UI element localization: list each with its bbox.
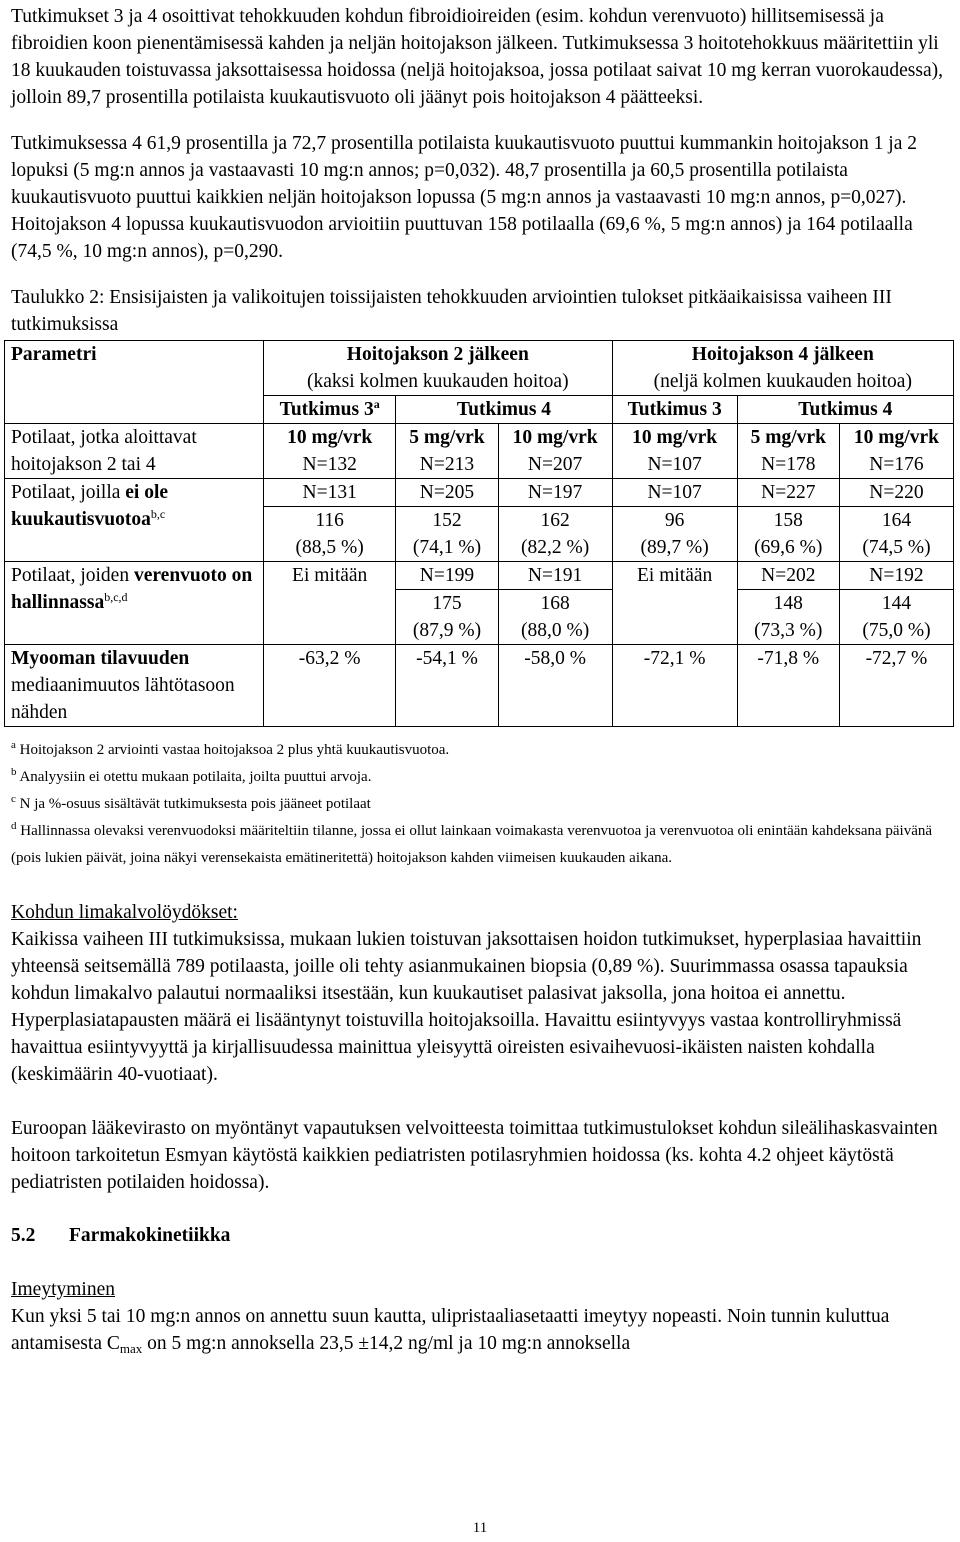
cell: 10 mg/vrk N=107 <box>612 424 737 479</box>
cell: -71,8 % <box>737 645 839 727</box>
cell: 96 (89,7 %) <box>612 507 737 562</box>
table-row <box>5 479 954 507</box>
cell: 152 (74,1 %) <box>396 507 498 562</box>
page-number: 11 <box>472 1520 488 1536</box>
header-study-3b: Tutkimus 3 <box>612 396 737 424</box>
cell: -54,1 % <box>396 645 498 727</box>
cell: 10 mg/vrk N=132 <box>264 424 396 479</box>
header-study-4: Tutkimus 4 <box>396 396 612 424</box>
table-row <box>5 562 954 590</box>
cell: 5 mg/vrk N=213 <box>396 424 498 479</box>
cell: N=131 <box>264 479 396 507</box>
cell: -58,0 % <box>498 645 612 727</box>
cell: 10 mg/vrk N=176 <box>839 424 953 479</box>
table-header-row <box>5 341 954 396</box>
cell: N=192 <box>839 562 953 590</box>
intro-paragraph-2: Tutkimuksessa 4 61,9 prosentilla ja 72,7 prosentilla potilaista kuukautisvuoto puuttui kummankin hoitojakson 1 ja 2 lopuksi (5 mg:n annos ja vastaavasti 10 mg:n annos; p=0,032). 48,7 prosentilla ja 60,5 prosentilla potilaista kuukautisvuoto puuttui kaikkien neljän hoitojakson lopussa (5 mg:n annos ja vastaavasti 10 mg:n annos, p=0,027). Hoitojakson 4 lopussa kuukautisvuodon arvioitiin puuttuvan 158 potilaalla (69,6 %, 5 mg:n annos) ja 164 potilaalla (74,5 %, 10 mg:n annos), p=0,290. <box>11 133 917 262</box>
header-group-1: Hoitojakson 2 jälkeen (kaksi kolmen kuukauden hoitoa) <box>264 341 613 396</box>
cell: N=107 <box>612 479 737 507</box>
footnote-d: $^d$ Hallinnassa olevaksi verenvuodoksi määriteltiin tilanne, jossa ei ollut lainkaan voimakasta verenvuotoa ja verenvuotoa oli enintään kahdeksana päivänä (pois lukien päivät, joina näkyi verensekaista emätineritettä) hoitojakson kahden viimeisen kuukauden aikana. <box>11 820 933 866</box>
intro-paragraph-1: Tutkimukset 3 ja 4 osoittivat tehokkuuden kohdun fibroidioireiden (esim. kohdun verenvuoto) hillitsemisessä ja fibroidien koon pienentämisessä kahden ja neljän hoitojakson jälkeen. Tutkimuksessa 3 hoitotehokkuus määritettiin yli 18 kuukauden toistuvassa jaksottaisessa hoidossa (neljä hoitojaksoa, jossa potilaat saivat 10 mg kerran vuorokaudessa), jolloin 89,7 prosentilla potilaista kuukautisvuoto oli jäänyt pois hoitojakson 4 päätteeksi. <box>11 6 944 108</box>
header-group-2: Hoitojakson 4 jälkeen (neljä kolmen kuukauden hoitoa) <box>612 341 953 396</box>
cell: 144 (75,0 %) <box>839 590 953 645</box>
endometrium-section <box>11 899 951 1088</box>
ema-paragraph: Euroopan lääkevirasto on myöntänyt vapautuksen velvoitteesta toimittaa tutkimustulokset kohdun sileälihaskasvainten hoitoon tarkoitetun Esmyan käytöstä kaikkien pediatristen potilasryhmien hoidossa (ks. kohta 4.2 ohjeet käytöstä pediatristen potilaiden hoidossa). <box>11 1118 938 1193</box>
cell: 5 mg/vrk N=178 <box>737 424 839 479</box>
row-label-myoma: Myooman tilavuuden mediaanimuutos lähtötasoon nähden <box>5 645 264 727</box>
cell: N=227 <box>737 479 839 507</box>
footnote-a: $^a$ Hoitojakson 2 arviointi vastaa hoitojaksoa 2 plus yhtä kuukautisvuotoa. <box>11 739 450 758</box>
row-label-controlled: Potilaat, joiden verenvuoto on hallinnassa$^{b,c,d}$ <box>5 562 264 645</box>
cell: 168 (88,0 %) <box>498 590 612 645</box>
cell: 164 (74,5 %) <box>839 507 953 562</box>
cell: 116 (88,5 %) <box>264 507 396 562</box>
footnote-c: $^c$ N ja %-osuus sisältävät tutkimuksesta pois jääneet potilaat <box>11 793 371 812</box>
endometrium-text: Kaikissa vaiheen III tutkimuksissa, mukaan lukien toistuvan jaksottaisen hoidon tutkimukset, hyperplasiaa havaittiin yhteensä seitsemällä 789 potilaasta, joille oli tehty asianmukainen biopsia (0,89 %). Suurimmassa osassa tapauksia kohdun limakalvo palautui normaaliksi itsestään, kun kuukautiset palasivat jaksolla, jona hoitoa ei annettu. Hyperplasiatapausten määrä ei lisääntynyt toistuvilla hoitojaksoilla. Havaittu esiintyvyys vastaa kontrolliryhmissä havaittua esiintyvyyttä ja kirjallisuudessa mainittua yleisyyttä oireisten esivaihevuosi-ikäisten naisten kohdalla (keskimäärin 40-vuotiaat). <box>11 929 922 1085</box>
absorption-text: Kun yksi 5 tai 10 mg:n annos on annettu suun kautta, ulipristaaliasetaatti imeytyy nopeasti. Noin tunnin kuluttua antamisesta $C_{max}$ on 5 mg:n annoksella 23,5 ±14,2 ng/ml ja 10 mg:n annoksella <box>11 1306 890 1356</box>
row-label-started: Potilaat, jotka aloittavat hoitojakson 2 tai 4 <box>5 424 264 479</box>
cell: N=191 <box>498 562 612 590</box>
footnote-b: $^b$ Analyysiin ei otettu mukaan potilaita, joilta puuttui arvoja. <box>11 766 372 785</box>
efficacy-table <box>4 340 954 727</box>
table-row <box>5 424 954 479</box>
cell: 148 (73,3 %) <box>737 590 839 645</box>
endometrium-heading: Kohdun limakalvolöydökset: <box>11 902 238 923</box>
absorption-section <box>11 1276 951 1357</box>
row-label-amenorrhea: Potilaat, joilla ei ole kuukautisvuotoa$^{b,c}$ <box>5 479 264 562</box>
document-page <box>11 0 951 1357</box>
cell: 10 mg/vrk N=207 <box>498 424 612 479</box>
header-study-4b: Tutkimus 4 <box>737 396 953 424</box>
cell: N=197 <box>498 479 612 507</box>
table-caption: Taulukko 2: Ensisijaisten ja valikoitujen toissijaisten tehokkuuden arviointien tulokset pitkäaikaisissa vaiheen III tutkimuksissa <box>11 287 892 335</box>
cell: 158 (69,6 %) <box>737 507 839 562</box>
cell: 175 (87,9 %) <box>396 590 498 645</box>
absorption-heading: Imeytyminen <box>11 1279 115 1300</box>
cell: N=205 <box>396 479 498 507</box>
cell: 162 (82,2 %) <box>498 507 612 562</box>
cell: N=199 <box>396 562 498 590</box>
cell: -72,7 % <box>839 645 953 727</box>
cell: Ei mitään <box>612 562 737 645</box>
cell: N=202 <box>737 562 839 590</box>
table-footnotes <box>11 737 951 872</box>
header-parameter: Parametri <box>5 341 264 424</box>
section-heading: 5.2 Farmakokinetiikka <box>11 1225 231 1246</box>
cell: -63,2 % <box>264 645 396 727</box>
table-row <box>5 645 954 727</box>
cell: -72,1 % <box>612 645 737 727</box>
cell: Ei mitään <box>264 562 396 645</box>
cell: N=220 <box>839 479 953 507</box>
header-study-3: Tutkimus 3$^a$ <box>264 396 396 424</box>
